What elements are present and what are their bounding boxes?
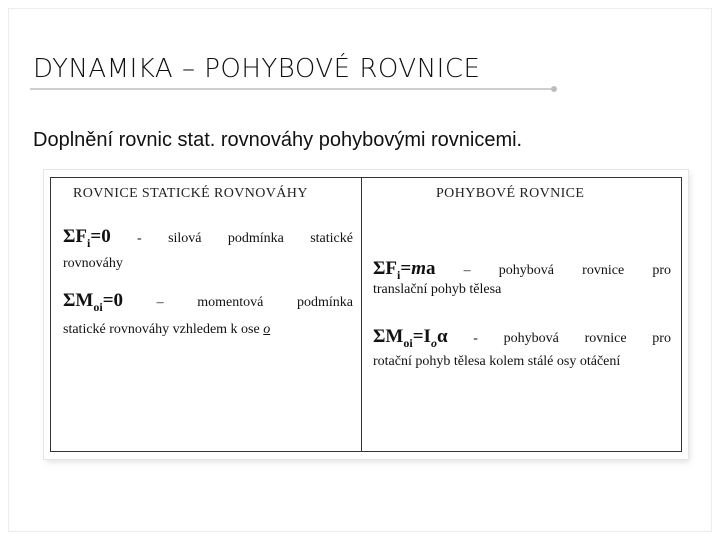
slide-title: DYNAMIKA – POHYBOVÉ ROVNICE [33,54,481,84]
right-column-header: POHYBOVÉ ROVNICE [436,186,585,201]
right-force-word-3: pro [652,263,671,278]
right-moment-dash: - [473,331,478,346]
left-force-word-3: statické [310,231,353,246]
left-moment-line2: statické rovnováhy vzhledem k ose o [63,322,271,337]
left-force-word-2: podmínka [227,231,284,246]
left-moment-word-1: momentová [197,295,264,310]
right-force-word-2: rovnice [582,263,625,278]
right-moment-word-1: pohybová [503,331,559,346]
left-force-line1 [63,226,353,251]
right-force-dash: – [463,263,471,278]
right-force-line1 [373,258,671,283]
equations-table-image [44,170,688,459]
column-divider [361,178,362,451]
left-force-dash: - [137,231,142,246]
right-force-word-1: pohybová [498,263,555,278]
left-force-line2: rovnováhy [63,256,123,271]
left-moment-equation: $\Sigma M_{oi}=0$ [63,290,124,314]
left-moment-word-2: podmínka [296,295,353,310]
right-moment-line2: rotační pohyb tělesa kolem stálé osy otáčení [373,354,621,369]
title-underline-dot [551,86,557,92]
right-moment-line1 [373,326,671,351]
left-moment-dash: – [156,295,164,310]
left-column-header: ROVNICE STATICKÉ ROVNOVÁHY [73,186,308,201]
left-moment-line1 [63,290,353,315]
slide-subtitle: Doplnění rovnic stat. rovnováhy pohybovými rovnicemi. [33,129,523,151]
right-moment-word-2: rovnice [584,331,627,346]
axis-o-label: o [263,322,271,337]
left-force-equation: $\Sigma F_i=0$ [63,226,111,250]
equations-table [50,177,682,452]
right-moment-word-3: pro [652,331,671,346]
right-force-line2: translační pohyb tělesa [373,282,502,297]
left-force-word-1: silová [168,231,202,246]
title-underline [30,88,555,90]
right-moment-equation: $\Sigma M_{oi}=I_o\alpha$ [373,326,448,350]
right-force-equation: $\Sigma F_i=ma$ [373,258,436,282]
